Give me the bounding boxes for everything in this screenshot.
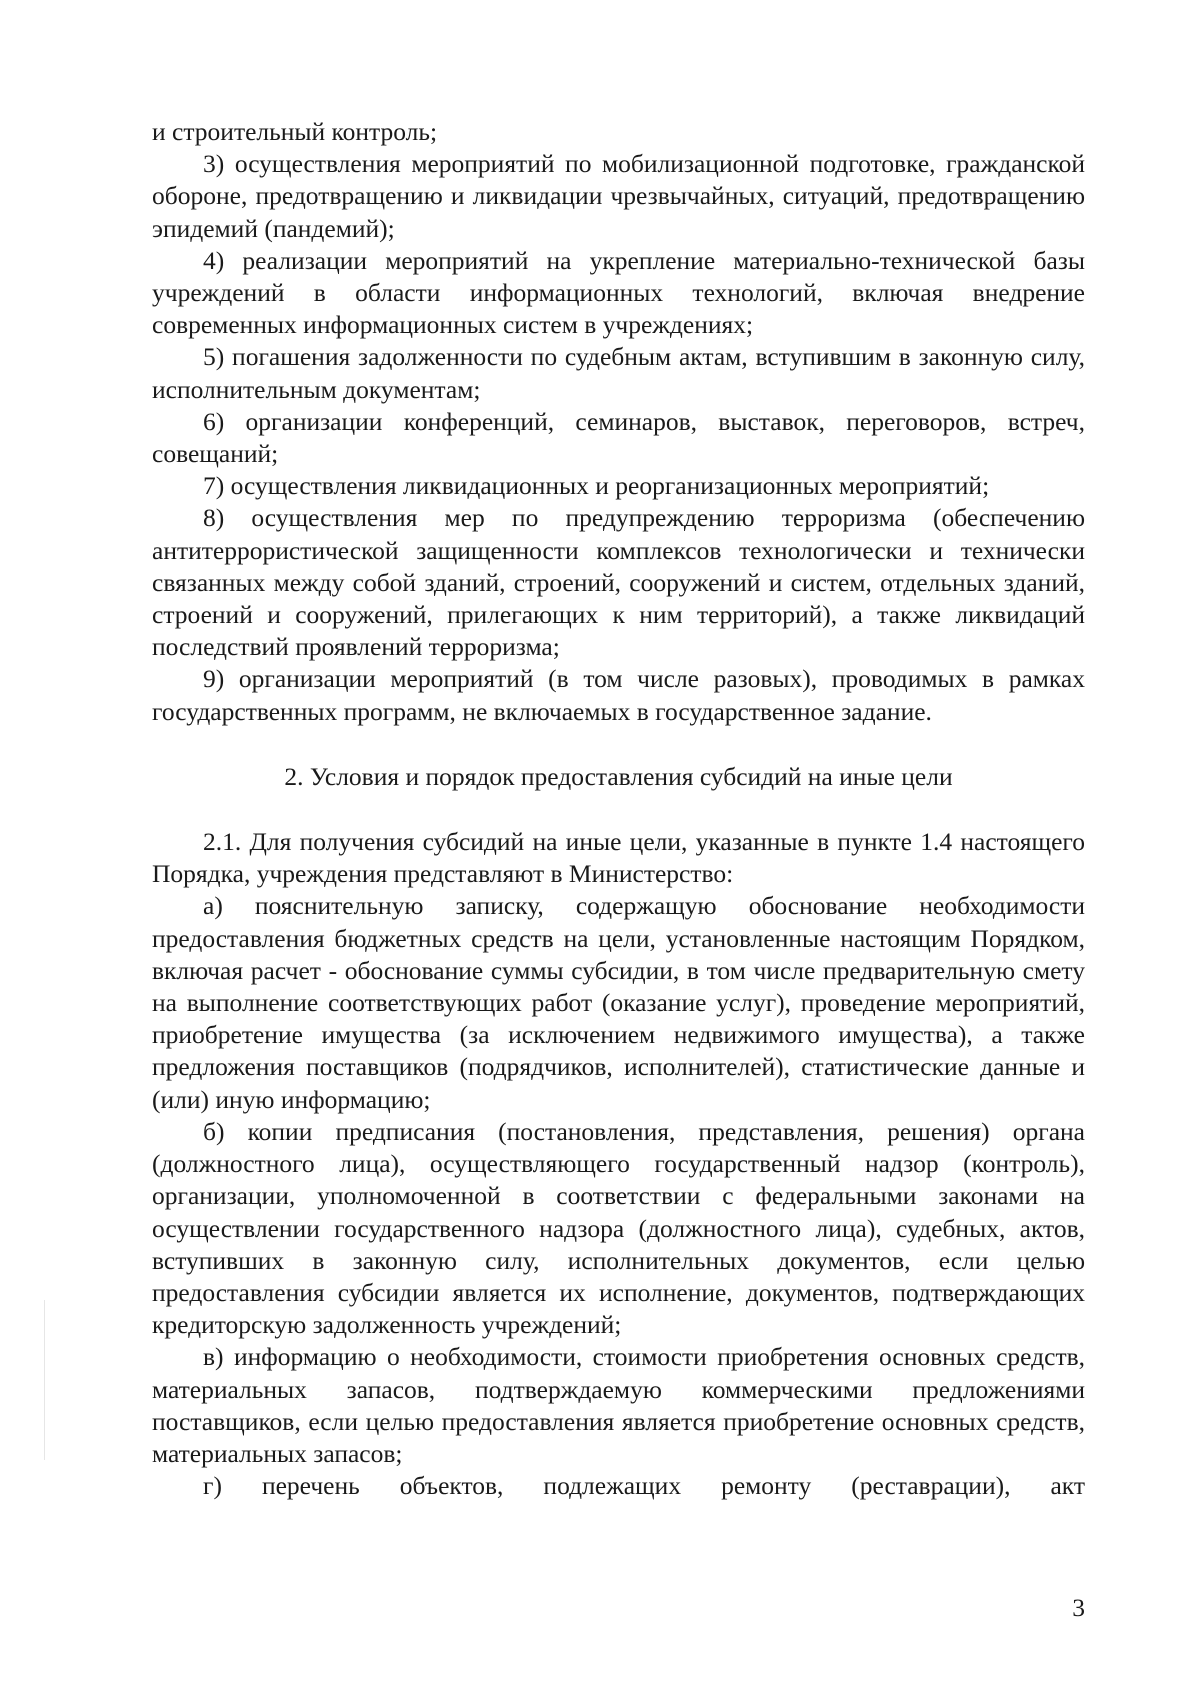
page-number: 3 — [1072, 1593, 1085, 1622]
list-item-8: 8) осуществления мер по предупреждению терроризма (обеспечению антитеррористической защищенности комплексов технологически и технически связанных между собой зданий, строений, сооружений и систем, отдельных зданий, строений и сооружений, прилегающих к ним территорий), а также ликвидаций последствий проявлений терроризма; — [152, 503, 1085, 662]
clause-item-a: а) пояснительную записку, содержащую обоснование необходимости предоставления бюджетных средств на цели, установленные настоящим Порядком, включая расчет - обоснование суммы субсидии, в том числе предварительную смету на выполнение соответствующих работ (оказание услуг), проведение мероприятий, приобретение имущества (за исключением недвижимого имущества), а также предложения поставщиков (подрядчиков, исполнителей), статистические данные и (или) иную информацию; — [152, 891, 1085, 1114]
clause-item-g: г) перечень объектов, подлежащих ремонту (реставрации), акт — [203, 1471, 1085, 1501]
spacer — [152, 793, 1085, 826]
clause-2-1: 2.1. Для получения субсидий на иные цели, указанные в пункте 1.4 настоящего Порядка, учреждения представляют в Министерство: — [152, 827, 1085, 889]
spacer — [152, 728, 1085, 761]
list-item-9: 9) организации мероприятий (в том числе разовых), проводимых в рамках государственных программ, не включаемых в государственное задание. — [152, 664, 1085, 726]
document-body — [152, 116, 1085, 1502]
section-heading: 2. Условия и порядок предоставления субсидий на иные цели — [284, 761, 953, 791]
list-item-6: 6) организации конференций, семинаров, выставок, переговоров, встреч, совещаний; — [152, 406, 1085, 469]
list-item-5: 5) погашения задолженности по судебным актам, вступившим в законную силу, исполнительным документам; — [152, 342, 1085, 404]
scan-margin-line — [44, 1300, 45, 1460]
list-item-7: 7) осуществления ликвидационных и реорганизационных мероприятий; — [203, 471, 990, 501]
paragraph-continuation: и строительный контроль; — [152, 117, 438, 146]
clause-item-b: б) копии предписания (постановления, представления, решения) органа (должностного лица), осуществляющего государственный надзор (контроль), организации, уполномоченной в соответствии с федеральными законами на осуществлении государственного надзора (должностного лица), судебных, актов, вступивших в законную силу, исполнительных документов, если целью предоставления субсидии является их исполнение, документов, подтверждающих кредиторскую задолженность учреждений; — [152, 1116, 1085, 1340]
clause-item-v: в) информацию о необходимости, стоимости приобретения основных средств, материальных запасов, подтверждаемую коммерческими предложениями поставщиков, если целью предоставления является приобретение основных средств, материальных запасов; — [152, 1342, 1085, 1468]
list-item-4: 4) реализации мероприятий на укрепление материально-технической базы учреждений в области информационных технологий, включая внедрение современных информационных систем в учреждениях; — [152, 245, 1085, 340]
list-item-3: 3) осуществления мероприятий по мобилизационной подготовке, гражданской обороне, предотвращению и ликвидации чрезвычайных, ситуаций, предотвращению эпидемий (пандемий); — [152, 149, 1085, 243]
